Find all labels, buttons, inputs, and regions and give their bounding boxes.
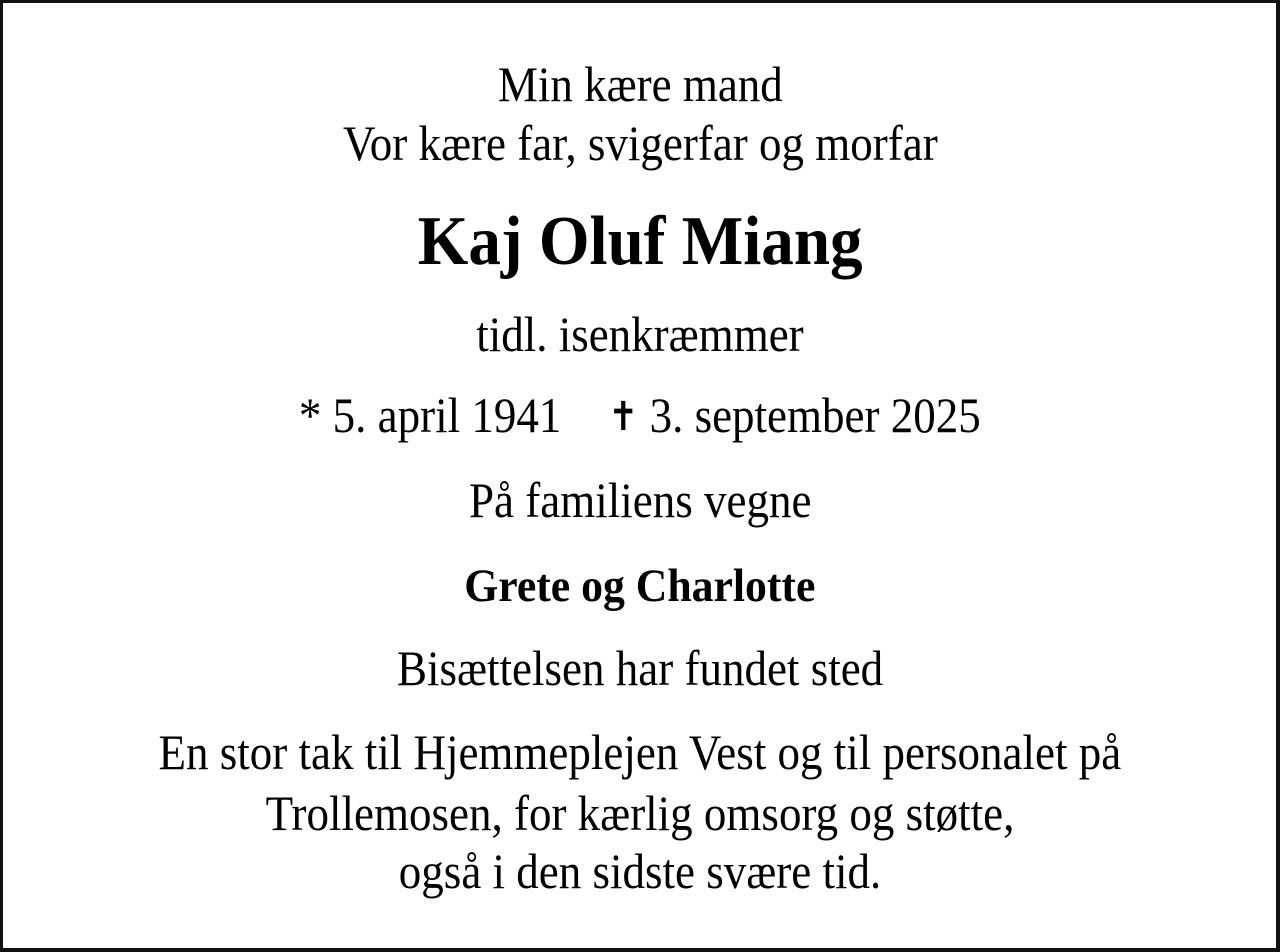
occupation-text: tidl. isenkræmmer [476, 306, 804, 362]
life-dates [0, 387, 1280, 443]
thanks-line-1 [0, 724, 1280, 780]
birth-date: 5. april 1941 [332, 387, 562, 443]
on-behalf-text: På familiens vegne [468, 472, 812, 528]
thanks-line-2-text: Trollemosen, for kærlig omsorg og støtte, [265, 785, 1015, 841]
intro-line-2 [0, 115, 1280, 171]
funeral-note-text: Bisættelsen har fundet sted [396, 640, 884, 696]
deceased-name [0, 203, 1280, 280]
signatories-text: Grete og Charlotte [464, 560, 816, 612]
on-behalf [0, 472, 1280, 528]
intro-line-1-text: Min kære mand [497, 56, 783, 112]
death-cross-icon: ✝ [608, 394, 639, 440]
thanks-line-3 [0, 843, 1280, 899]
intro-line-2-text: Vor kære far, svigerfar og morfar [342, 115, 938, 171]
thanks-line-2 [0, 785, 1280, 841]
death-date: 3. september 2025 [649, 387, 981, 443]
occupation [0, 306, 1280, 362]
deceased-name-text: Kaj Oluf Miang [417, 203, 863, 280]
thanks-line-1-text: En stor tak til Hjemmeplejen Vest og til personalet på [158, 724, 1122, 780]
thanks-line-3-text: også i den sidste svære tid. [398, 843, 882, 899]
funeral-note [0, 640, 1280, 696]
signatories [0, 560, 1280, 612]
birth-star-icon: * [299, 387, 322, 443]
intro-line-1 [0, 56, 1280, 112]
